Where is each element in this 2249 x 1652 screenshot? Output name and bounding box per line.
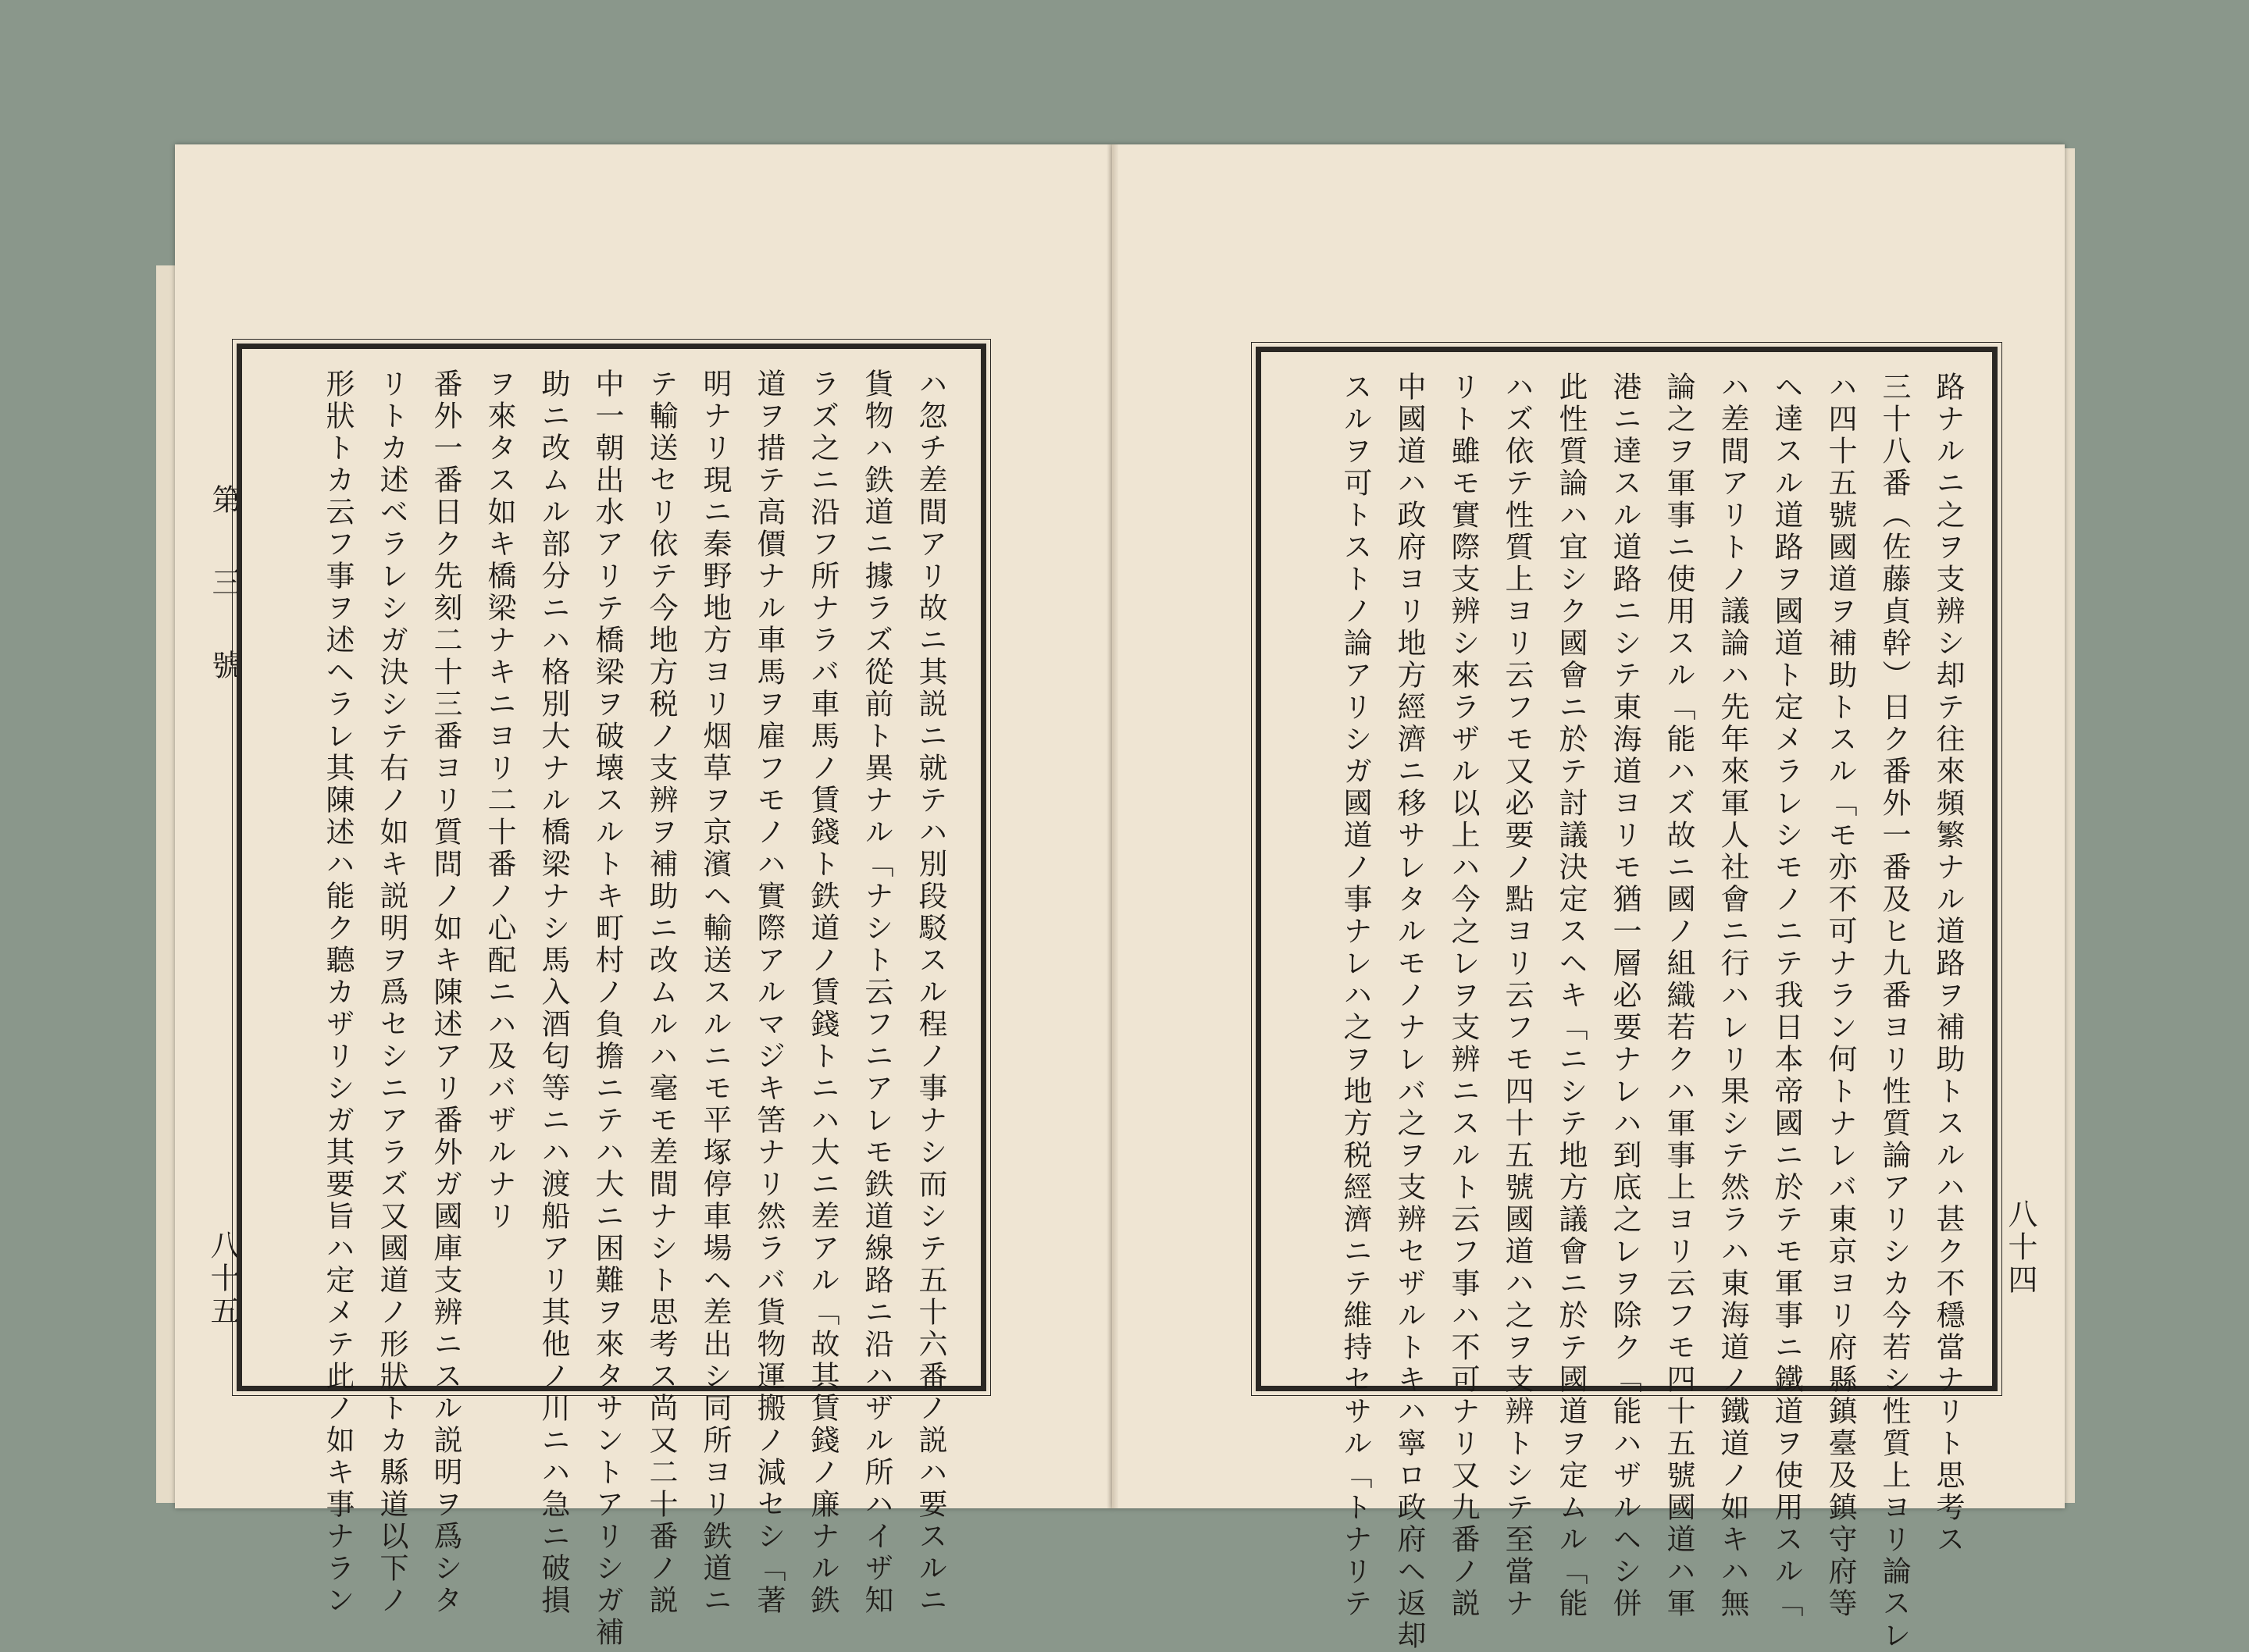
text-column: ラズ之ニ沿フ所ナラバ車馬ノ賃錢ト鉄道ノ賃錢トニハ大ニ差アル「故其賃錢ノ廉ナル鉄 — [806, 368, 839, 1617]
book-gutter — [1107, 144, 1118, 1508]
text-column: スルヲ可トストノ論アリシガ國道ノ事ナレハ之ヲ地方税經濟ニテ維持セサル「トナリテ — [1338, 372, 1372, 1620]
text-column: 貨物ハ鉄道ニ據ラズ從前ト異ナル「ナシト云フニアレモ鉄道線路ニ沿ハザル所ハイザ知 — [860, 368, 893, 1617]
text-column: 道ヲ措テ高價ナル車馬ヲ雇フモノハ實際アルマジキ筈ナリ然ラバ貨物運搬ノ減セシ「著 — [752, 368, 786, 1617]
text-column: 番外一番日ク先刻二十三番ヨリ質問ノ如キ陳述アリ番外ガ國庫支辨ニスル説明ヲ爲シタ — [429, 368, 462, 1617]
text-column: ハ四十五號國道ヲ補助トスル「モ亦不可ナラン何トナレバ東京ヨリ府縣鎮臺及鎮守府等 — [1823, 372, 1857, 1620]
text-column: 三十八番（佐藤貞幹）日ク番外一番及ヒ九番ヨリ性質論アリシカ今若シ性質上ヨリ論スレ — [1877, 372, 1911, 1652]
text-column: ハ差間アリトノ議論ハ先年來軍人社會ニ行ハレリ果シテ然ラハ東海道ノ鐵道ノ如キハ無 — [1716, 372, 1749, 1620]
text-column: 助ニ改ムル部分ニハ格別大ナル橋梁ナシ馬入酒匂等ニハ渡船アリ其他ノ川ニハ急ニ破損 — [536, 368, 570, 1617]
issue-header: 第 三 號 — [207, 484, 241, 702]
text-column: リト雖モ實際支辨シ來ラザル以上ハ今之レヲ支辨ニスルト云フ事ハ不可ナリ又九番ノ説 — [1446, 372, 1480, 1620]
text-column: 明ナリ現ニ秦野地方ヨリ烟草ヲ京濱ヘ輸送スルニモ平塚停車場ヘ差出シ同所ヨリ鉄道ニ — [698, 368, 732, 1617]
text-column: 中一朝出水アリテ橋梁ヲ破壊スルトキ町村ノ負擔ニテハ大ニ困難ヲ來タサントアリシガ補 — [590, 368, 624, 1649]
text-column: 港ニ達スル道路ニシテ東海道ヨリモ猶一層必要ナレハ到底之レヲ除ク「能ハザルヘシ併 — [1608, 372, 1641, 1620]
page-number: 八十四 — [2003, 1198, 2037, 1297]
page-number: 八十五 — [205, 1230, 240, 1328]
text-column: ハ忽チ差間アリ故ニ其説ニ就テハ別段駁スル程ノ事ナシ而シテ五十六番ノ説ハ要スルニ — [914, 368, 947, 1617]
text-column: テ輸送セリ依テ今地方税ノ支辨ヲ補助ニ改ムルハ毫モ差間ナシト思考ス尚又二十番ノ説 — [644, 368, 678, 1617]
text-column: 形狀トカ云フ事ヲ述ヘラレ其陳述ハ能ク聽カザリシガ其要旨ハ定メテ此ノ如キ事ナラン — [321, 368, 355, 1617]
text-column: ヲ來タス如キ橋梁ナキニヨリ二十番ノ心配ニハ及バザルナリ — [483, 368, 516, 1233]
text-column: 中國道ハ政府ヨリ地方經濟ニ移サレタルモノナレバ之ヲ支辨セザルトキハ寧ロ政府ヘ返却 — [1392, 372, 1426, 1652]
text-column: ハズ依テ性質上ヨリ云フモ又必要ノ點ヨリ云フモ四十五號國道ハ之ヲ支辨トシテ至當ナ — [1500, 372, 1534, 1620]
text-column: 路ナルニ之ヲ支辨シ却テ往來頻繁ナル道路ヲ補助トスルハ甚ク不穩當ナリト思考ス — [1931, 372, 1965, 1556]
text-column: 此性質論ハ宜シク國會ニ於テ討議決定スヘキ「ニシテ地方議會ニ於テ國道ヲ定ムル「能 — [1554, 372, 1588, 1620]
text-column: ヘ達スル道路ヲ國道ト定メラレシモノニテ我日本帝國ニ於テモ軍事ニ鐵道ヲ使用スル「 — [1770, 372, 1803, 1620]
text-column: リトカ述ベラレシガ決シテ右ノ如キ説明ヲ爲セシニアラズ又國道ノ形狀トカ縣道以下ノ — [375, 368, 408, 1617]
text-column: 論之ヲ軍事ニ使用スル「能ハズ故ニ國ノ組織若クハ軍事上ヨリ云フモ四十五號國道ハ軍 — [1662, 372, 1695, 1620]
